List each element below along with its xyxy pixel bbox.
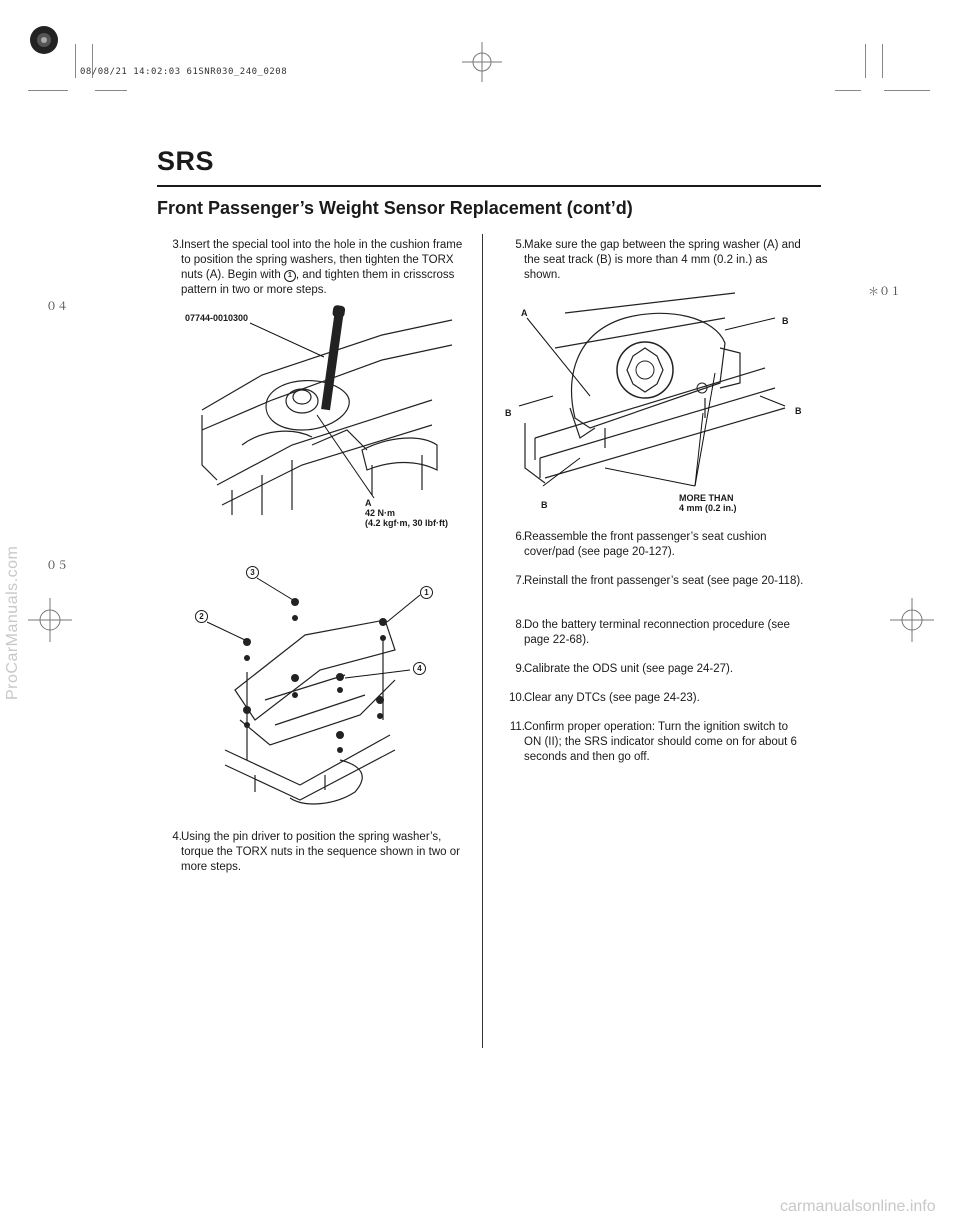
seat-track-label-b1: B (782, 316, 789, 326)
section-title: SRS (157, 146, 215, 176)
step-7: 7. Reinstall the front passenger’s seat (see page 20-118). (515, 575, 804, 587)
margin-mark-right: ＊０１ (868, 285, 901, 298)
crosshair-right-icon (890, 598, 934, 642)
figure-tightening-sequence (195, 560, 450, 815)
callout-1: 1 (420, 586, 433, 599)
torque-value: 42 N·m (365, 508, 396, 518)
callout-3: 3 (246, 566, 259, 579)
crosshair-left-icon (28, 598, 72, 642)
gap-label-value: 4 mm (0.2 in.) (679, 503, 737, 513)
figure-special-tool (182, 305, 472, 530)
step-6: 6. Reassemble the front passenger’s seat cushion cover/pad (see page 20-127). (515, 531, 767, 558)
callout-4: 4 (413, 662, 426, 675)
gap-label-more-than: MORE THAN (679, 493, 734, 503)
print-stamp: 08/08/21 14:02:03 61SNR030_240_0208 (80, 67, 288, 77)
bottom-watermark: carmanualsonline.info (780, 1198, 936, 1215)
step-8: 8. Do the battery terminal reconnection procedure (see page 22-68). (515, 619, 790, 646)
callout-2: 2 (195, 610, 208, 623)
registration-target-icon (26, 22, 66, 62)
step-9: 9. Calibrate the ODS unit (see page 24-27). (515, 663, 734, 675)
crosshair-icon (462, 42, 502, 82)
margin-mark-left-top: ０４ (46, 300, 68, 313)
sequence-marker-1: 1 (284, 270, 296, 282)
spring-washer-label-a: A (521, 308, 528, 318)
torx-nut-label-a: A (365, 498, 372, 508)
column-divider (482, 234, 483, 1048)
seat-track-label-b2: B (505, 408, 512, 418)
margin-mark-left-bottom: ０５ (46, 559, 68, 572)
seat-track-label-b3: B (795, 406, 802, 416)
side-watermark: ProCarManuals.com (4, 545, 21, 700)
step-11: 11. Confirm proper operation: Turn the ignition switch to ON (II); the SRS indicator should come on for about 6 seconds and then go off. (509, 721, 797, 763)
title-rule (157, 185, 821, 187)
seat-track-label-b4: B (541, 500, 548, 510)
tool-number-label: 07744-0010300 (185, 313, 249, 323)
torque-value-alt: (4.2 kgf·m, 30 lbf·ft) (365, 518, 449, 528)
step-10: 10. Clear any DTCs (see page 24-23). (509, 692, 700, 704)
figure-gap-check (505, 288, 805, 503)
page-subtitle: Front Passenger’s Weight Sensor Replacement (cont’d) (157, 198, 633, 218)
